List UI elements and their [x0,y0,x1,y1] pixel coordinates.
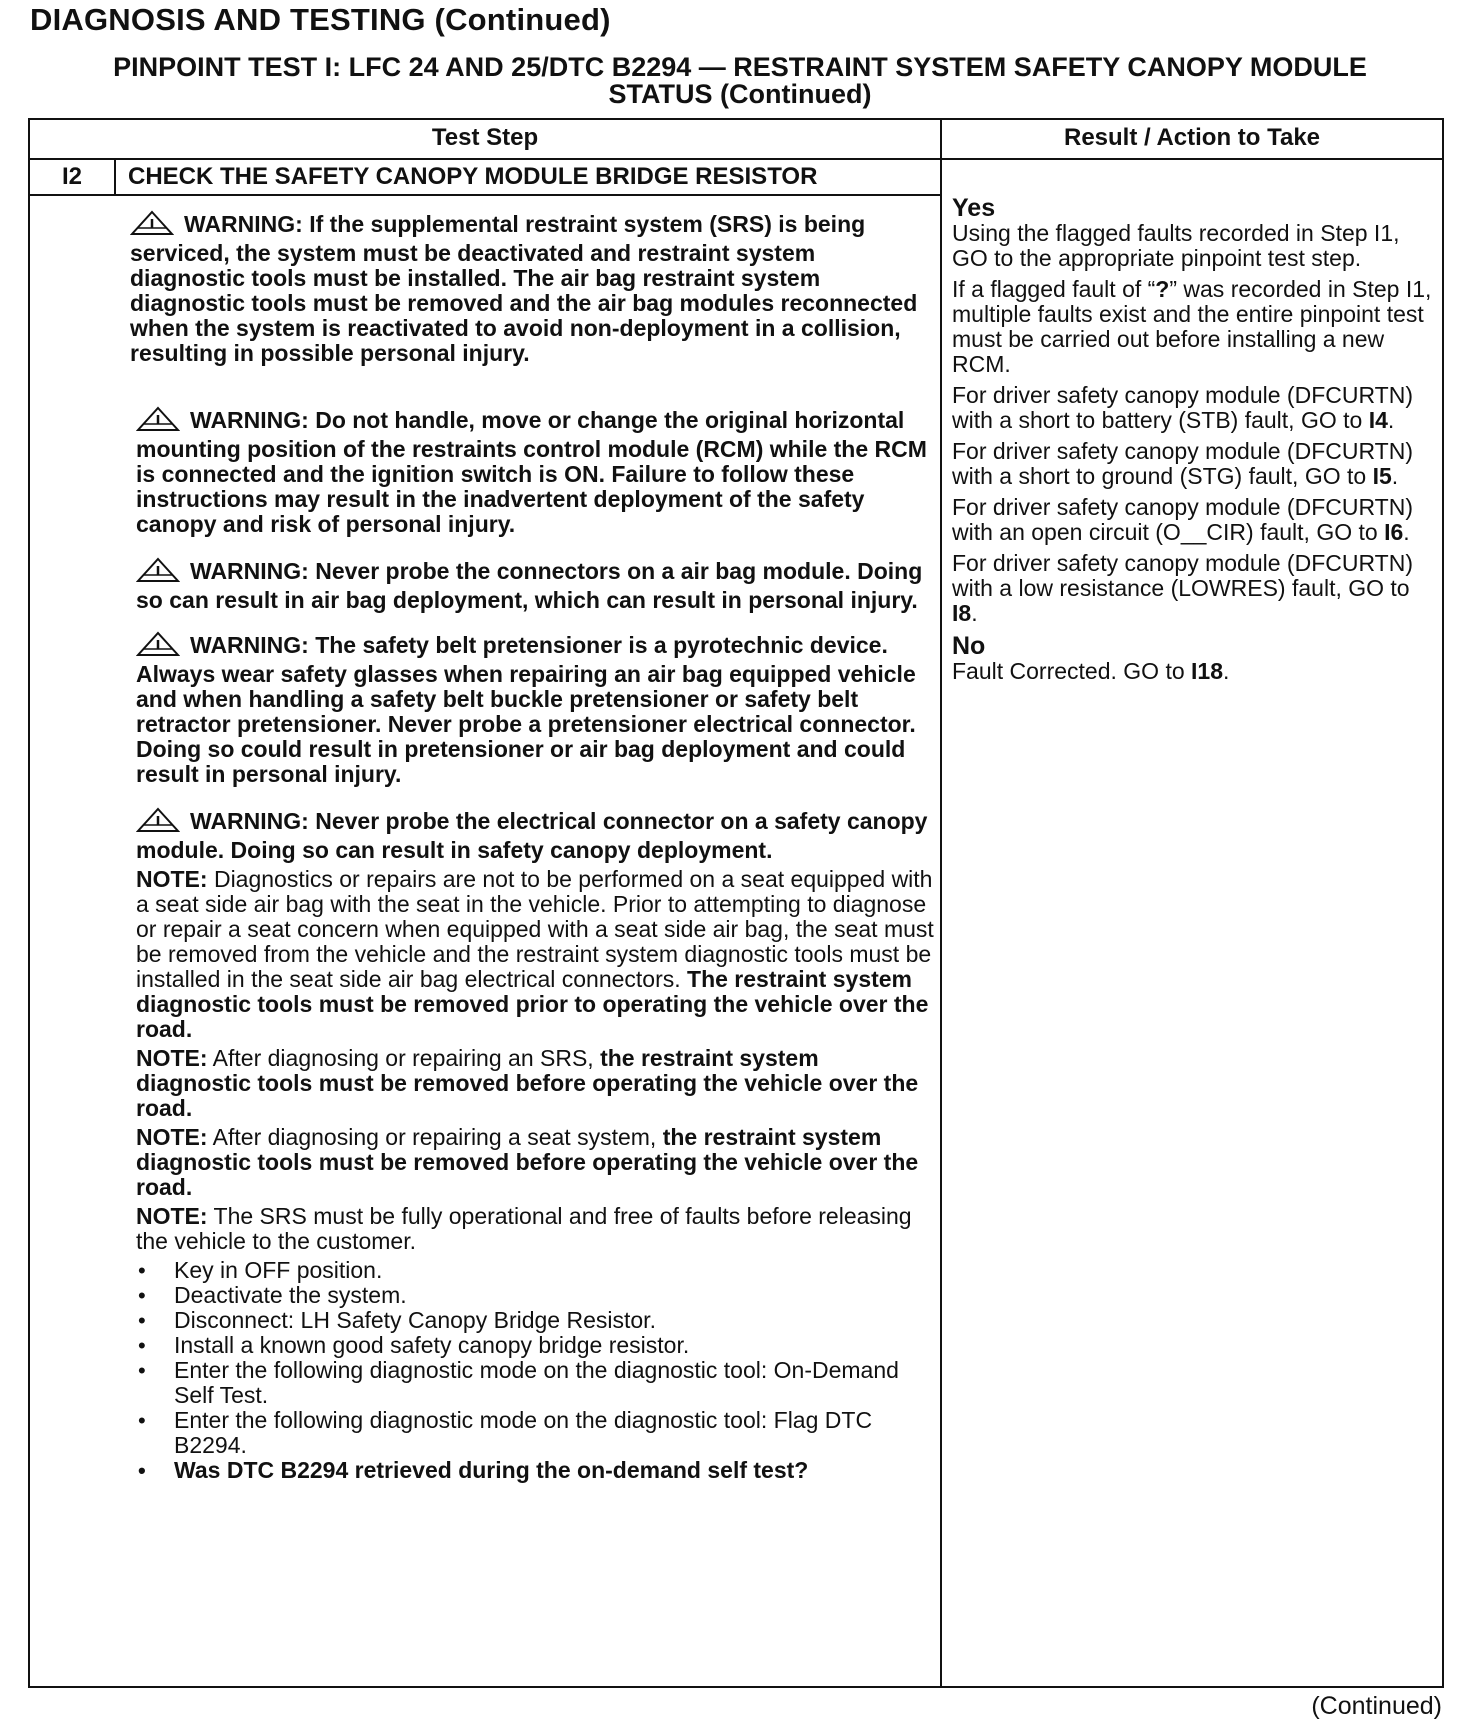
no-text: Fault Corrected. GO to I18. [952,658,1230,684]
list-item: • Deactivate the system. [136,1283,934,1308]
step-title: CHECK THE SAFETY CANOPY MODULE BRIDGE RESISTOR [128,163,818,190]
step-id: I2 [62,163,83,190]
pinpoint-test-title [40,54,1440,108]
list-item: • Install a known good safety canopy bridge resistor. [136,1333,934,1358]
warning-2-text: WARNING: Do not handle, move or change the original horizontal mounting position of the restraints control module (RCM) while the RCM is connected and the ignition switch is ON. Failure to follow these instructions may result in the inadvertent deployment of the safety canopy and risk of personal injury. [136,407,927,537]
warning-3 [136,557,934,613]
note-1: NOTE: Diagnostics or repairs are not to be performed on a seat equipped with a seat side air bag with the seat in the vehicle. Prior to attempting to diagnose or repair a seat concern when equipped with a seat side air bag, the seat must be removed from the vehicle and the restraint system diagnostic tools must be installed in the seat side air bag electrical connectors. The restraint system diagnostic tools must be removed prior to operating the vehicle over the road. [136,866,934,1042]
warning-triangle-icon [136,406,180,437]
column-divider [940,120,942,1686]
list-item: • Enter the following diagnostic mode on the diagnostic tool: Flag DTC B2294. [136,1408,934,1458]
warning-4-text: WARNING: The safety belt pretensioner is a pyrotechnic device. Always wear safety glasses when repairing an air bag equipped vehicle and when handling a safety belt buckle pretensioner or safety belt retractor pretensioner. Never probe a pretensioner electrical connector. Doing so could result in pretensioner or air bag deployment and could result in personal injury. [136,632,916,787]
result-stg: For driver safety canopy module (DFCURTN) with a short to ground (STG) fault, GO to I5. [952,438,1413,489]
question-item: • Was DTC B2294 retrieved during the on-demand self test? [136,1458,934,1483]
procedure-steps [136,1258,934,1483]
column-header-test-step: Test Step [431,124,539,151]
result-lowres: For driver safety canopy module (DFCURTN) with a low resistance (LOWRES) fault, GO to I8. [952,550,1413,626]
column-header-result: Result / Action to Take [1063,124,1321,151]
warning-5-text: WARNING: Never probe the electrical connector on a safety canopy module. Doing so can result in safety canopy deployment. [136,808,928,863]
continued-footer: (Continued) [1311,1692,1442,1720]
note-2: NOTE: After diagnosing or repairing an SRS, the restraint system diagnostic tools must be removed before operating the vehicle over the road. [136,1045,919,1121]
warning-triangle-icon [136,631,180,662]
warning-1-text: WARNING: If the supplemental restraint system (SRS) is being serviced, the system must be deactivated and restraint system diagnostic tools must be installed. The air bag restraint system diagnostic tools must be removed and the air bag modules reconnected when the system is reactivated to avoid non-deployment in a collision, resulting in possible personal injury. [130,211,918,366]
test-table [28,118,1444,1688]
list-item: • Key in OFF position. [136,1258,934,1283]
step-id-divider [114,158,116,194]
warning-2 [136,406,934,537]
warning-triangle-icon [136,807,180,838]
test-title-line-2: STATUS (Continued) [608,79,872,109]
result-stb: For driver safety canopy module (DFCURTN) with a short to battery (STB) fault, GO to I4. [952,382,1413,433]
warning-3-text: WARNING: Never probe the connectors on a air bag module. Doing so can result in air bag deployment, which can result in personal injury. [136,558,923,613]
list-item: • Enter the following diagnostic mode on the diagnostic tool: On-Demand Self Test. [136,1358,934,1408]
note-4: NOTE: The SRS must be fully operational and free of faults before releasing the vehicle to the customer. [136,1203,912,1254]
note-3: NOTE: After diagnosing or repairing a seat system, the restraint system diagnostic tools must be removed before operating the vehicle over the road. [136,1124,919,1200]
header-divider [30,158,1442,160]
warning-4 [136,631,934,787]
step-row-divider [30,194,940,196]
warning-triangle-icon [130,210,174,241]
warning-5 [136,807,934,863]
yes-paragraph-2: If a flagged fault of “?” was recorded in Step I1, multiple faults exist and the entire pinpoint test must be carried out before installing a new RCM. [952,276,1432,377]
yes-label: Yes [952,194,996,222]
yes-paragraph-1: Using the flagged faults recorded in Step I1, GO to the appropriate pinpoint test step. [952,220,1400,271]
test-title-line-1: PINPOINT TEST I: LFC 24 AND 25/DTC B2294 — RESTRAINT SYSTEM SAFETY CANOPY MODULE [113,52,1367,82]
test-step-content [124,210,934,1483]
notes-and-steps [136,867,934,1483]
warning-1 [130,210,934,366]
no-label: No [952,632,986,660]
result-action-content [952,196,1440,684]
page-title: DIAGNOSIS AND TESTING (Continued) [30,2,611,37]
list-item: • Disconnect: LH Safety Canopy Bridge Resistor. [136,1308,934,1333]
warning-triangle-icon [136,557,180,588]
result-ocir: For driver safety canopy module (DFCURTN) with an open circuit (O__CIR) fault, GO to I6. [952,494,1413,545]
